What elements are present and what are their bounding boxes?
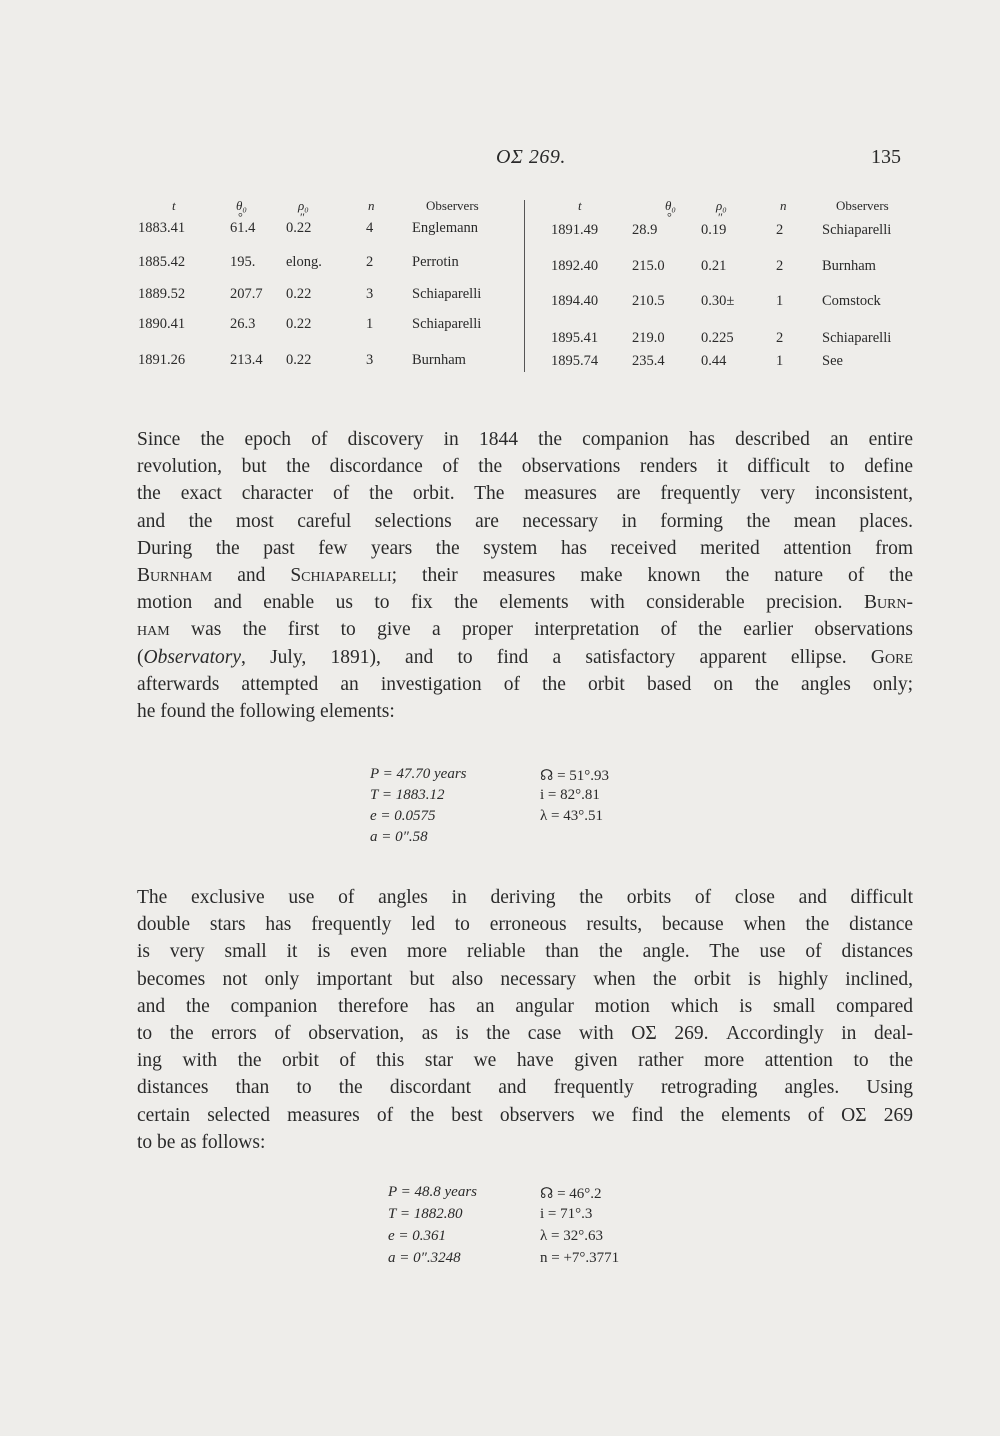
table-cell: 1891.49 (551, 222, 599, 238)
table-cell: Englemann (412, 220, 479, 236)
table-cell: 0.22 (286, 220, 312, 236)
table-cell: 213.4 (230, 352, 263, 368)
table-cell: 1895.74 (551, 353, 599, 369)
table-cell: Burnham (412, 352, 466, 368)
table-cell: Burnham (822, 258, 876, 274)
table-cell: 1885.42 (138, 254, 186, 270)
table-cell: See (822, 353, 843, 369)
element-right: ☊ = 51°.93 (540, 768, 610, 784)
table-cell: 0.22 (286, 286, 312, 302)
table-cell: elong. (286, 254, 322, 270)
unit-mark: ° (238, 210, 243, 224)
element-left: a = 0″.3248 (388, 1250, 461, 1266)
header-n: n (368, 198, 375, 213)
table-cell: 0.19 (701, 222, 727, 238)
see-elements (0, 1184, 1000, 1274)
table-cell: Perrotin (412, 254, 459, 270)
unit-mark: ″ (300, 210, 305, 224)
text-line: distances than to the discordant and frequently retrograding angles. Using (137, 1077, 913, 1099)
table-cell: 0.21 (701, 258, 727, 274)
table-cell: 0.22 (286, 316, 312, 332)
element-left: e = 0.361 (388, 1228, 447, 1244)
element-left: P = 48.8 years (388, 1184, 478, 1200)
table-cell: 2 (366, 254, 374, 270)
table-cell: 219.0 (632, 330, 665, 346)
table-cell: 1895.41 (551, 330, 599, 346)
table-cell: 28.9 (632, 222, 658, 238)
element-right: i = 71°.3 (540, 1206, 593, 1222)
table-cell: 3 (366, 352, 374, 368)
element-right: λ = 32°.63 (540, 1228, 603, 1244)
table-cell: 1894.40 (551, 293, 599, 309)
element-left: T = 1883.12 (370, 787, 445, 803)
page-number: 135 (871, 146, 901, 168)
element-left: P = 47.70 years (370, 766, 467, 782)
measures-table-right (0, 198, 1000, 378)
table-cell: 2 (776, 258, 784, 274)
text-line: ham was the first to give a proper interpretation of the earlier observations (137, 619, 913, 641)
text-line: revolution, but the discordance of the observations renders it difficult to define (137, 456, 913, 478)
text-line: Since the epoch of discovery in 1844 the companion has described an entire (137, 429, 913, 450)
table-cell: 0.44 (701, 353, 727, 369)
header-t: t (172, 198, 176, 213)
text-line: is very small it is even more reliable than the angle. The use of distances (137, 941, 913, 963)
table-cell: 207.7 (230, 286, 263, 302)
text-line: the exact character of the orbit. The measures are frequently very inconsistent, (137, 483, 913, 505)
text-line: double stars has frequently led to erroneous results, because when the distance (137, 914, 913, 936)
paragraph-history (137, 426, 913, 725)
text-line: The exclusive use of angles in deriving the orbits of close and difficult (137, 887, 913, 908)
text-line: certain selected measures of the best observers we find the elements of OΣ 269 (137, 1104, 913, 1126)
header-n: n (780, 198, 787, 213)
table-cell: Schiaparelli (412, 286, 482, 302)
table-cell: 1889.52 (138, 286, 186, 302)
header-observers: Observers (426, 198, 479, 213)
table-cell: 4 (366, 220, 374, 236)
unit-mark: ° (667, 210, 672, 224)
unit-mark: ″ (718, 210, 723, 224)
text-line: to the errors of observation, as is the case with OΣ 269. Accordingly in deal- (137, 1023, 913, 1045)
table-cell: Comstock (822, 293, 881, 309)
table-cell: 1891.26 (138, 352, 186, 368)
table-cell: 3 (366, 286, 374, 302)
header-t: t (578, 198, 582, 213)
element-right: n = +7°.3771 (540, 1250, 620, 1266)
text-line: and the most careful selections are necessary in forming the mean places. (137, 510, 913, 532)
element-left: e = 0.0575 (370, 808, 436, 824)
table-cell: 215.0 (632, 258, 665, 274)
text-line: afterwards attempted an investigation of the orbit based on the angles only; (137, 673, 913, 695)
table-cell: 1883.41 (138, 220, 186, 236)
element-left: T = 1882.80 (388, 1206, 463, 1222)
table-cell: Schiaparelli (822, 330, 892, 346)
table-cell: 1 (776, 293, 784, 309)
table-cell: 2 (776, 330, 784, 346)
text-line: During the past few years the system has received merited attention from (137, 537, 913, 559)
header-rho: ρ₀ (298, 198, 309, 213)
table-cell: 1890.41 (138, 316, 186, 332)
text-line: motion and enable us to fix the elements with considerable precision. Burn- (137, 592, 913, 614)
element-left: a = 0″.58 (370, 829, 428, 845)
table-cell: 0.22 (286, 352, 312, 368)
header-theta: θ₀ (236, 198, 247, 213)
element-right: ☊ = 46°.2 (540, 1186, 602, 1202)
table-cell: 0.30± (701, 293, 735, 309)
text-line: and the companion therefore has an angular motion which is small compared (137, 995, 913, 1017)
table-cell: 210.5 (632, 293, 665, 309)
table-cell: 1 (776, 353, 784, 369)
element-right: λ = 43°.51 (540, 808, 603, 824)
text-line: becomes not only important but also necessary when the orbit is highly inclined, (137, 968, 913, 990)
text-line: he found the following elements: (137, 701, 395, 723)
header-observers: Observers (836, 198, 889, 213)
table-cell: 195. (230, 254, 256, 270)
element-right: i = 82°.81 (540, 787, 600, 803)
text-line: Burnham and Schiaparelli; their measures make known the nature of the (137, 565, 913, 587)
text-line: ing with the orbit of this star we have given rather more attention to the (137, 1050, 913, 1072)
running-title: OΣ 269. (496, 146, 566, 168)
table-cell: 26.3 (230, 316, 256, 332)
table-cell: 2 (776, 222, 784, 238)
table-cell: Schiaparelli (822, 222, 892, 238)
text-line: to be as follows: (137, 1131, 266, 1153)
header-rho: ρ₀ (716, 198, 727, 213)
text-line: (Observatory, July, 1891), and to find a satisfactory apparent ellipse. Gore (137, 646, 913, 668)
table-cell: 1 (366, 316, 374, 332)
table-cell: 1892.40 (551, 258, 599, 274)
table-cell: 235.4 (632, 353, 665, 369)
table-cell: 61.4 (230, 220, 256, 236)
table-cell: 0.225 (701, 330, 734, 346)
header-theta: θ₀ (665, 198, 676, 213)
gore-elements (0, 766, 1000, 856)
table-cell: Schiaparelli (412, 316, 482, 332)
paragraph-method (137, 884, 913, 1156)
